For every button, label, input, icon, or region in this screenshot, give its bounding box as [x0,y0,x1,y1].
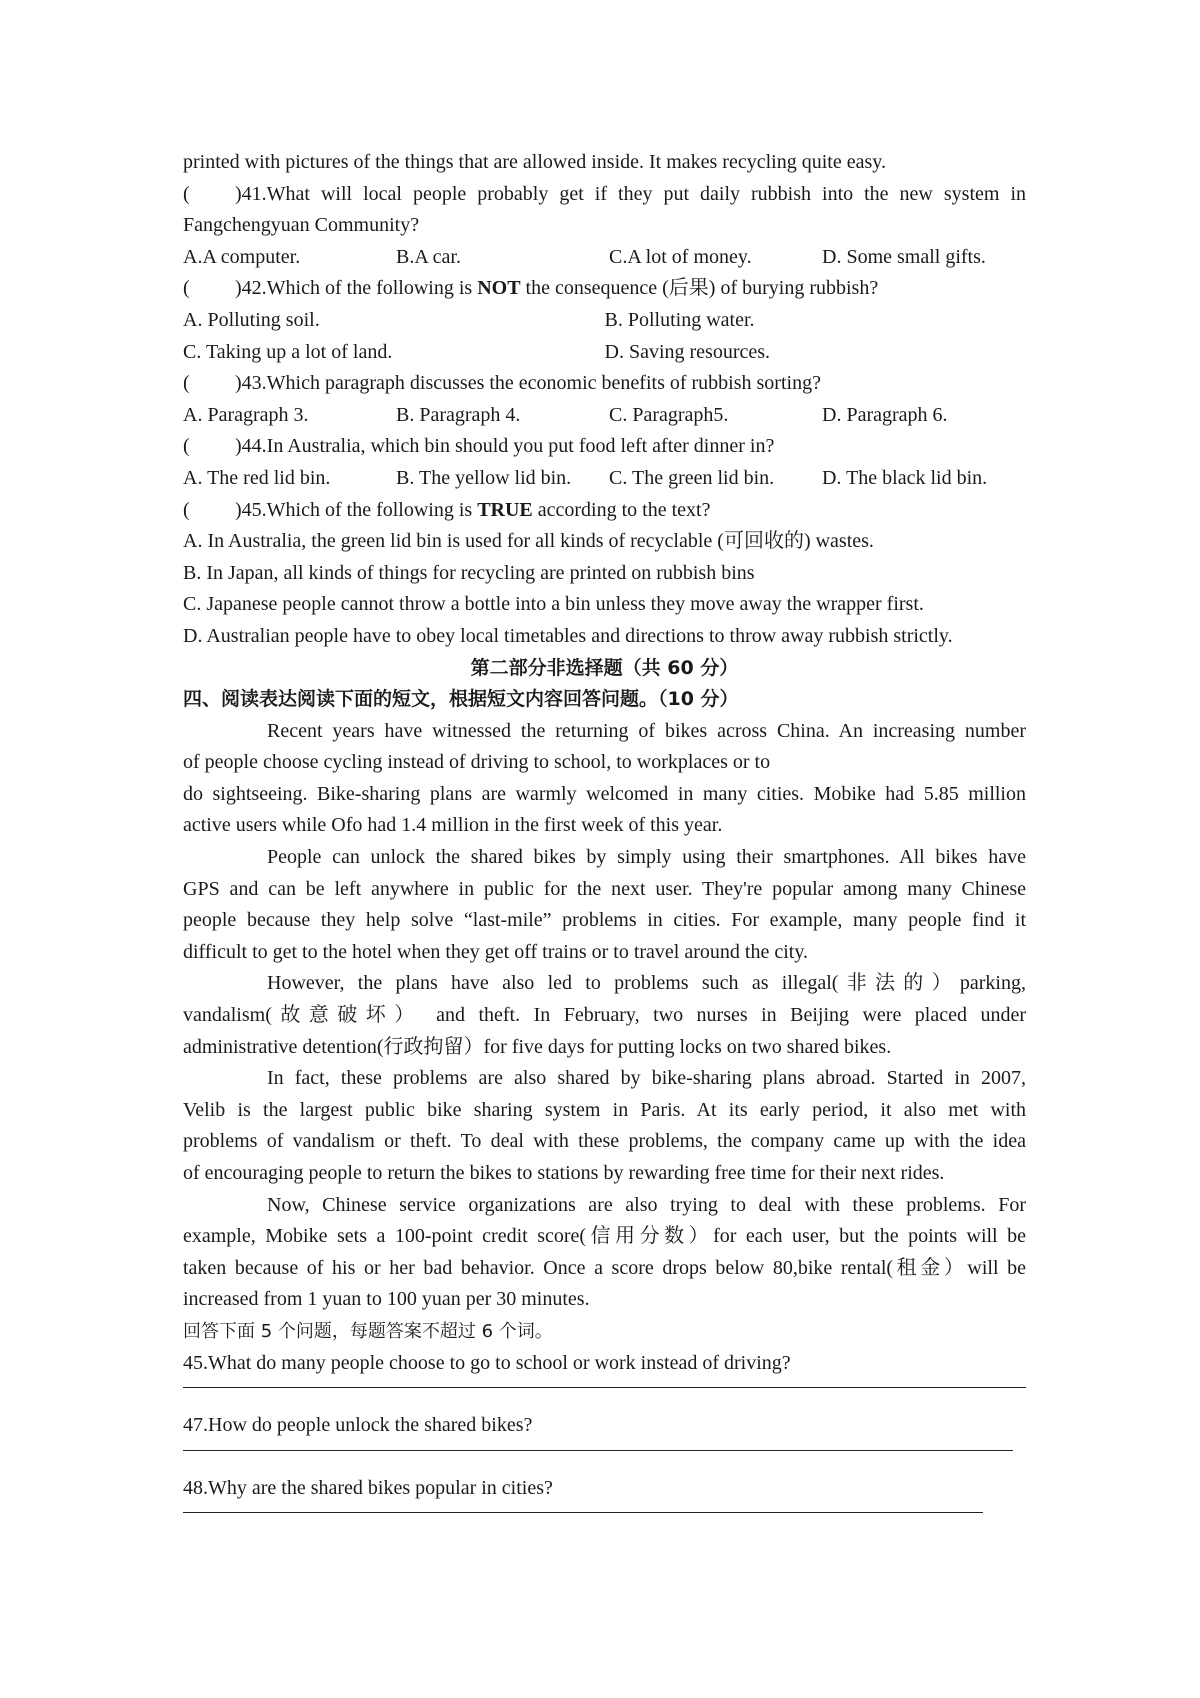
option-d: D. Saving resources. [604,340,771,363]
paragraph-5-line: taken because of his or her bad behavior. Once a score drops below 80,bike rental(租金）will be [183,1256,1026,1279]
answer-bracket[interactable]: ( [183,277,190,300]
question-41-line2: Fangchengyuan Community? [183,214,420,237]
option-c: C. Japanese people cannot throw a bottle into a bin unless they move away the wrapper first. [183,593,924,616]
reading-passage [183,716,1026,1316]
option-b: B. In Japan, all kinds of things for recycling are printed on rubbish bins [183,561,755,584]
paragraph-2-line: People can unlock the shared bikes by simply using their smartphones. All bikes have [267,846,1026,869]
paragraph-5-line: example, Mobike sets a 100-point credit score(信用分数）for each user, but the points will be [183,1225,1026,1248]
answer-line-47[interactable] [183,1450,1013,1451]
option-d: D. Australian people have to obey local timetables and directions to throw away rubbish strictly. [183,624,953,647]
short-question-48: 48.Why are the shared bikes popular in cities? [183,1476,553,1499]
option-a: A. Paragraph 3. [183,403,309,426]
option-a: A. Polluting soil. [183,308,320,331]
answer-line-45[interactable] [183,1387,1026,1388]
question-44: ( )44.In Australia, which bin should you put food left after dinner in? [183,431,1026,463]
option-c: C. Paragraph5. [609,403,729,426]
answer-bracket[interactable]: ( [183,498,190,521]
option-d: D. Some small gifts. [822,245,986,268]
answer-bracket[interactable]: ( [183,372,190,395]
question-43-options [183,400,1026,432]
paragraph-1-line: active users while Ofo had 1.4 million in the first week of this year. [183,814,723,837]
option-b: B. Paragraph 4. [396,403,521,426]
question-41: ( )41.What will local people probably get if they put daily rubbish into the new system in [183,179,1026,211]
option-a: A. The red lid bin. [183,466,331,489]
option-c: C. The green lid bin. [609,466,775,489]
paragraph-3-line: administrative detention(行政拘留）for five days for putting locks on two shared bikes. [183,1035,892,1058]
question-45: ( )45.Which of the following is TRUE according to the text? [183,495,1026,527]
paragraph-1-line: Recent years have witnessed the returning of bikes across China. An increasing number [267,719,1026,742]
option-d: D. Paragraph 6. [822,403,948,426]
question-42: ( )42.Which of the following is NOT the consequence (后果) of burying rubbish? [183,273,1026,305]
part2-title: 第二部分非选择题（共 60 分） [470,656,739,679]
question-42-options-row1 [183,305,1026,337]
paragraph-3-line: However, the plans have also led to problems such as illegal(非法的）parking, [267,972,1026,995]
option-d: D. The black lid bin. [822,466,988,489]
short-question-47: 47.How do people unlock the shared bikes? [183,1414,533,1437]
paragraph-2-line: GPS and can be left anywhere in public for the next user. They're popular among many Chinese [183,877,1026,900]
paragraph-1-line: of people choose cycling instead of driving to school, to workplaces or to [183,751,771,774]
answer-instruction: 回答下面 5 个问题，每题答案不超过 6 个词。 [183,1320,553,1342]
passage-continuation-line: printed with pictures of the things that are allowed inside. It makes recycling quite easy. [183,151,886,173]
option-c: C. Taking up a lot of land. [183,340,393,363]
paragraph-4-line: of encouraging people to return the bikes to stations by rewarding free time for their next rides. [183,1162,945,1184]
answer-bracket[interactable]: ( [183,182,190,205]
question-41-options [183,242,1026,274]
short-question-45: 45.What do many people choose to go to school or work instead of driving? [183,1351,791,1374]
option-a: A. In Australia, the green lid bin is used for all kinds of recyclable (可回收的) wastes. [183,530,874,553]
page-content [183,147,1026,1535]
option-c: C.A lot of money. [609,245,752,268]
option-b: B. The yellow lid bin. [396,466,572,489]
section4-title: 四、阅读表达阅读下面的短文，根据短文内容回答问题。（10 分） [183,688,739,711]
question-42-options-row2 [183,337,1026,369]
paragraph-2-line: people because they help solve “last-mile” problems in cities. For example, many people find it [183,909,1026,932]
answer-bracket[interactable]: ( [183,435,190,458]
paragraph-2-line: difficult to get to the hotel when they get off trains or to travel around the city. [183,940,809,963]
paragraph-4-line: In fact, these problems are also shared by bike-sharing plans abroad. Started in 2007, [267,1067,1026,1090]
paragraph-1-line: do sightseeing. Bike-sharing plans are warmly welcomed in many cities. Mobike had 5.85 million [183,782,1026,805]
question-44-options [183,463,1026,495]
answer-line-48[interactable] [183,1512,983,1513]
paragraph-3-line: vandalism(故意破坏） and theft. In February, two nurses in Beijing were placed under [183,1004,1026,1027]
paragraph-4-line: Velib is the largest public bike sharing system in Paris. At its early period, it also met with [183,1098,1026,1121]
paragraph-5-line: Now, Chinese service organizations are also trying to deal with these problems. For [267,1193,1026,1216]
option-b: B. Polluting water. [604,308,755,331]
paragraph-5-line: increased from 1 yuan to 100 yuan per 30 minutes. [183,1288,590,1311]
option-b: B.A car. [396,245,461,268]
paragraph-4-line: problems of vandalism or theft. To deal with these problems, the company came up with the idea [183,1130,1026,1153]
option-a: A.A computer. [183,245,301,268]
question-43: ( )43.Which paragraph discusses the economic benefits of rubbish sorting? [183,368,1026,400]
